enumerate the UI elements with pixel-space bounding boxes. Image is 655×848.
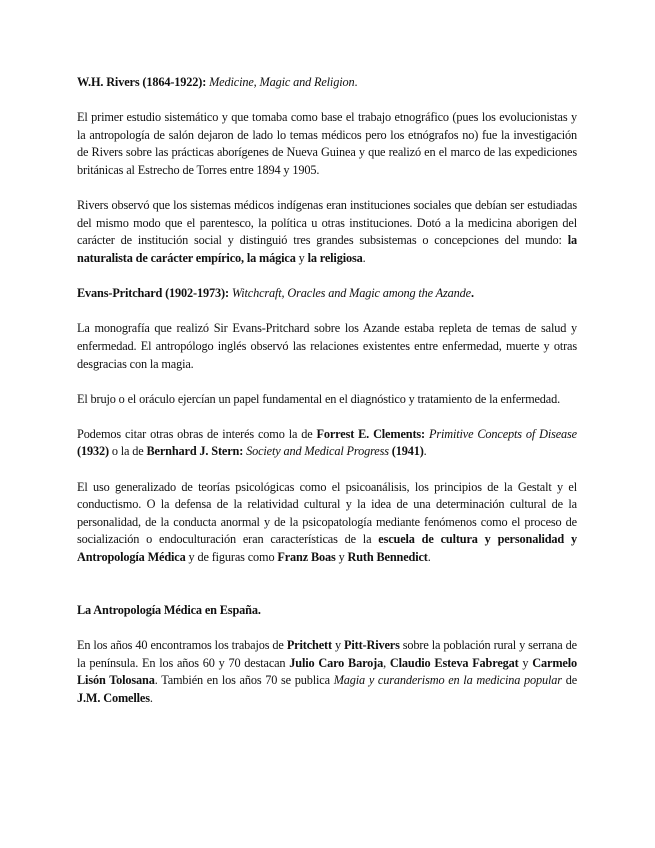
evans-p4-text-2: y de figuras como: [185, 550, 278, 565]
evans-p4-end: .: [427, 550, 431, 565]
evans-p4-bold-3: Ruth Bennedict: [347, 550, 428, 565]
rivers-paragraph-1: El primer estudio sistemático y que tomaba como base el trabajo etnográfico (pues los evolucionistas y la antropología de salón dejaron de lado lo temas médicos pero los etnógrafos no) fue la investigación de Rivers sobre las prácticas aborígenes de Nueva Guinea y que realizó en el marco de las expediciones británicas al Estrecho de Torres entre 1894 y 1905.: [77, 110, 577, 177]
evans-p4-bold-1: escuela de cultura y personalidad y Antropología Médica: [77, 532, 577, 565]
spain-text-7: de: [561, 673, 578, 688]
evans-paragraph-3: [77, 426, 577, 461]
evans-heading-end: .: [470, 286, 474, 301]
spain-bold-1: Pritchett: [286, 638, 332, 652]
evans-p4-text-1: El uso generalizado de teorías psicológicas como el psicoanálisis, los principios de la Gestalt y el conductismo. O la defensa de la relatividad cultural y la idea de una determinación cultural de la personalidad, de la conducta anormal y de la psicopatología mediante fenómenos como el proceso de socialización o endoculturación eran características de la: [77, 479, 577, 547]
rivers-p2-y: y: [295, 250, 308, 265]
evans-p3-bold-3: Bernhard J. Stern:: [146, 444, 244, 459]
evans-p3-text-1: Podemos citar otras obras de interés como la de: [77, 426, 317, 441]
evans-p3-italic-1: Primitive Concepts of Disease: [428, 426, 577, 441]
spain-bold-5: Carmelo Lisón Tolosana: [77, 655, 577, 688]
evans-paragraph-4: [77, 479, 577, 567]
spain-heading-text: La Antropología Médica en España.: [77, 602, 261, 617]
spain-bold-4: Claudio Esteva Fabregat: [389, 655, 519, 670]
evans-p4-y: y: [335, 550, 348, 565]
rivers-p2-text: Rivers observó que los sistemas médicos indígenas eran instituciones sociales que debían ser estudiadas del mismo modo que el parentesco, la política u otras instituciones. Dotó a la medicina aborigen del carácter de institución social y distinguió tres grandes subsistemas o concepciones del mundo:: [77, 198, 577, 248]
document-page: [77, 74, 577, 725]
evans-heading-name: Evans-Pritchard (1902-1973):: [77, 286, 229, 301]
spain-bold-2: Pitt-Rivers: [344, 638, 400, 652]
spain-text-5: y: [518, 655, 533, 670]
rivers-paragraph-2: [77, 197, 577, 267]
rivers-p2-bold-1: la naturalista de carácter empírico, la mágica: [77, 233, 577, 265]
rivers-p2-bold-2: la religiosa: [307, 250, 363, 265]
spain-heading: [77, 602, 577, 620]
evans-p3-bold-1: Forrest E. Clements:: [316, 426, 425, 441]
rivers-heading: [77, 74, 577, 92]
spain-text-1: En los años 40 encontramos los trabajos de: [77, 638, 287, 652]
rivers-heading-name: W.H. Rivers (1864-1922):: [77, 75, 207, 89]
spain-end: .: [149, 690, 153, 705]
spain-bold-6: J.M. Comelles: [77, 690, 150, 705]
spain-text-3: sobre la población rural y serrana de la península. En los años 60 y 70 destacan: [77, 638, 577, 670]
spain-text-6: . También en los años 70 se publica: [154, 673, 334, 688]
evans-p3-italic-2: Society and Medical Progress: [243, 444, 389, 459]
evans-p3-bold-2: (1932): [77, 444, 109, 459]
evans-p3-end: .: [423, 444, 427, 459]
evans-paragraph-1: La monografía que realizó Sir Evans-Pritchard sobre los Azande estaba repleta de temas de salud y enfermedad. El antropólogo inglés observó las relaciones existentes entre enfermedad, muerte y otras desgracias con la magia.: [77, 321, 577, 371]
evans-heading-work: Witchcraft, Oracles and Magic among the Azande: [231, 286, 471, 301]
evans-p3-text-2: o la de: [108, 444, 147, 459]
evans-p3-bold-4: (1941): [388, 444, 424, 459]
spain-italic-1: Magia y curanderismo en la medicina popular: [333, 673, 562, 688]
spain-bold-3: Julio Caro Baroja: [289, 655, 384, 670]
spain-paragraph: [77, 637, 577, 707]
rivers-p2-end: .: [362, 250, 366, 265]
spain-text-4: ,: [383, 655, 390, 670]
rivers-heading-work: Medicine, Magic and Religion: [209, 75, 355, 89]
rivers-heading-end: .: [354, 75, 358, 89]
evans-p4-bold-2: Franz Boas: [277, 550, 336, 565]
evans-paragraph-2: El brujo o el oráculo ejercían un papel fundamental en el diagnóstico y tratamiento de la enfermedad.: [77, 391, 561, 406]
evans-heading: [77, 285, 577, 303]
spain-text-2: y: [331, 638, 345, 652]
